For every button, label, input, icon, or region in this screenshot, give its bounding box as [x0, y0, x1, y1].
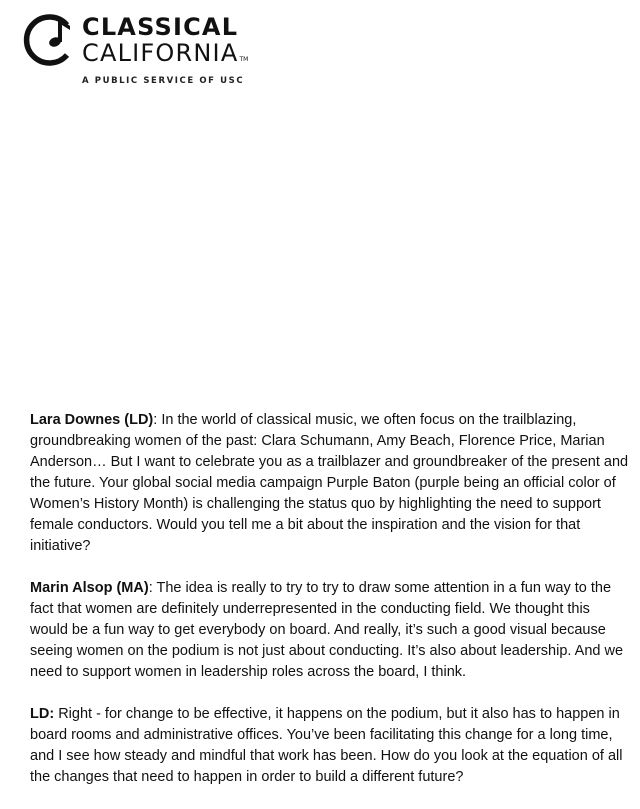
speaker-label: LD:	[30, 706, 55, 722]
logo-wordmark-line1: CLASSICAL	[82, 13, 239, 41]
paragraph-text: : The idea is really to try to try to draw some attention in a fun way to the fact that women are definitely underrepresented in the conducting field. We thought this would be a fun way to get everybody on board. And really, it’s such a good visual because seeing women on the podium is not just about conducting. It’s also about leadership. And we need to support women in leadership roles across the board, I think.	[30, 580, 624, 680]
logo-mark-svg	[22, 12, 78, 68]
site-header	[22, 12, 282, 92]
interview-article	[30, 410, 630, 809]
logo-trademark: TM	[239, 56, 249, 63]
article-paragraph	[30, 578, 630, 683]
paragraph-text: Right - for change to be effective, it happens on the podium, but it also has to happen in board rooms and administrative offices. You’ve been facilitating this change for a long time, and I see how steady and mindful that work has been. How do you look at the equation of all the changes that need to happen in order to build a different future?	[30, 706, 623, 785]
logo-wordmark-line2-text: CALIFORNIA	[82, 39, 239, 67]
article-paragraph	[30, 410, 630, 557]
speaker-label: Marin Alsop (MA)	[30, 580, 149, 596]
paragraph-text: : In the world of classical music, we often focus on the trailblazing, groundbreaking women of the past: Clara Schumann, Amy Beach, Florence Price, Marian Anderson… But I want to celebrate you as a trailblazer and groundbreaker of the present and the future. Your global social media campaign Purple Baton (purple being an official color of Women’s History Month) is challenging the status quo by highlighting the need to support female conductors. Would you tell me a bit about the inspiration and the vision for that initiative?	[30, 412, 629, 554]
logo-wordmark-line2	[82, 40, 248, 73]
article-paragraph	[30, 704, 630, 788]
classical-c-note-icon[interactable]	[22, 12, 78, 68]
logo-tagline: A PUBLIC SERVICE OF USC	[82, 76, 245, 86]
speaker-label: Lara Downes (LD)	[30, 412, 154, 428]
